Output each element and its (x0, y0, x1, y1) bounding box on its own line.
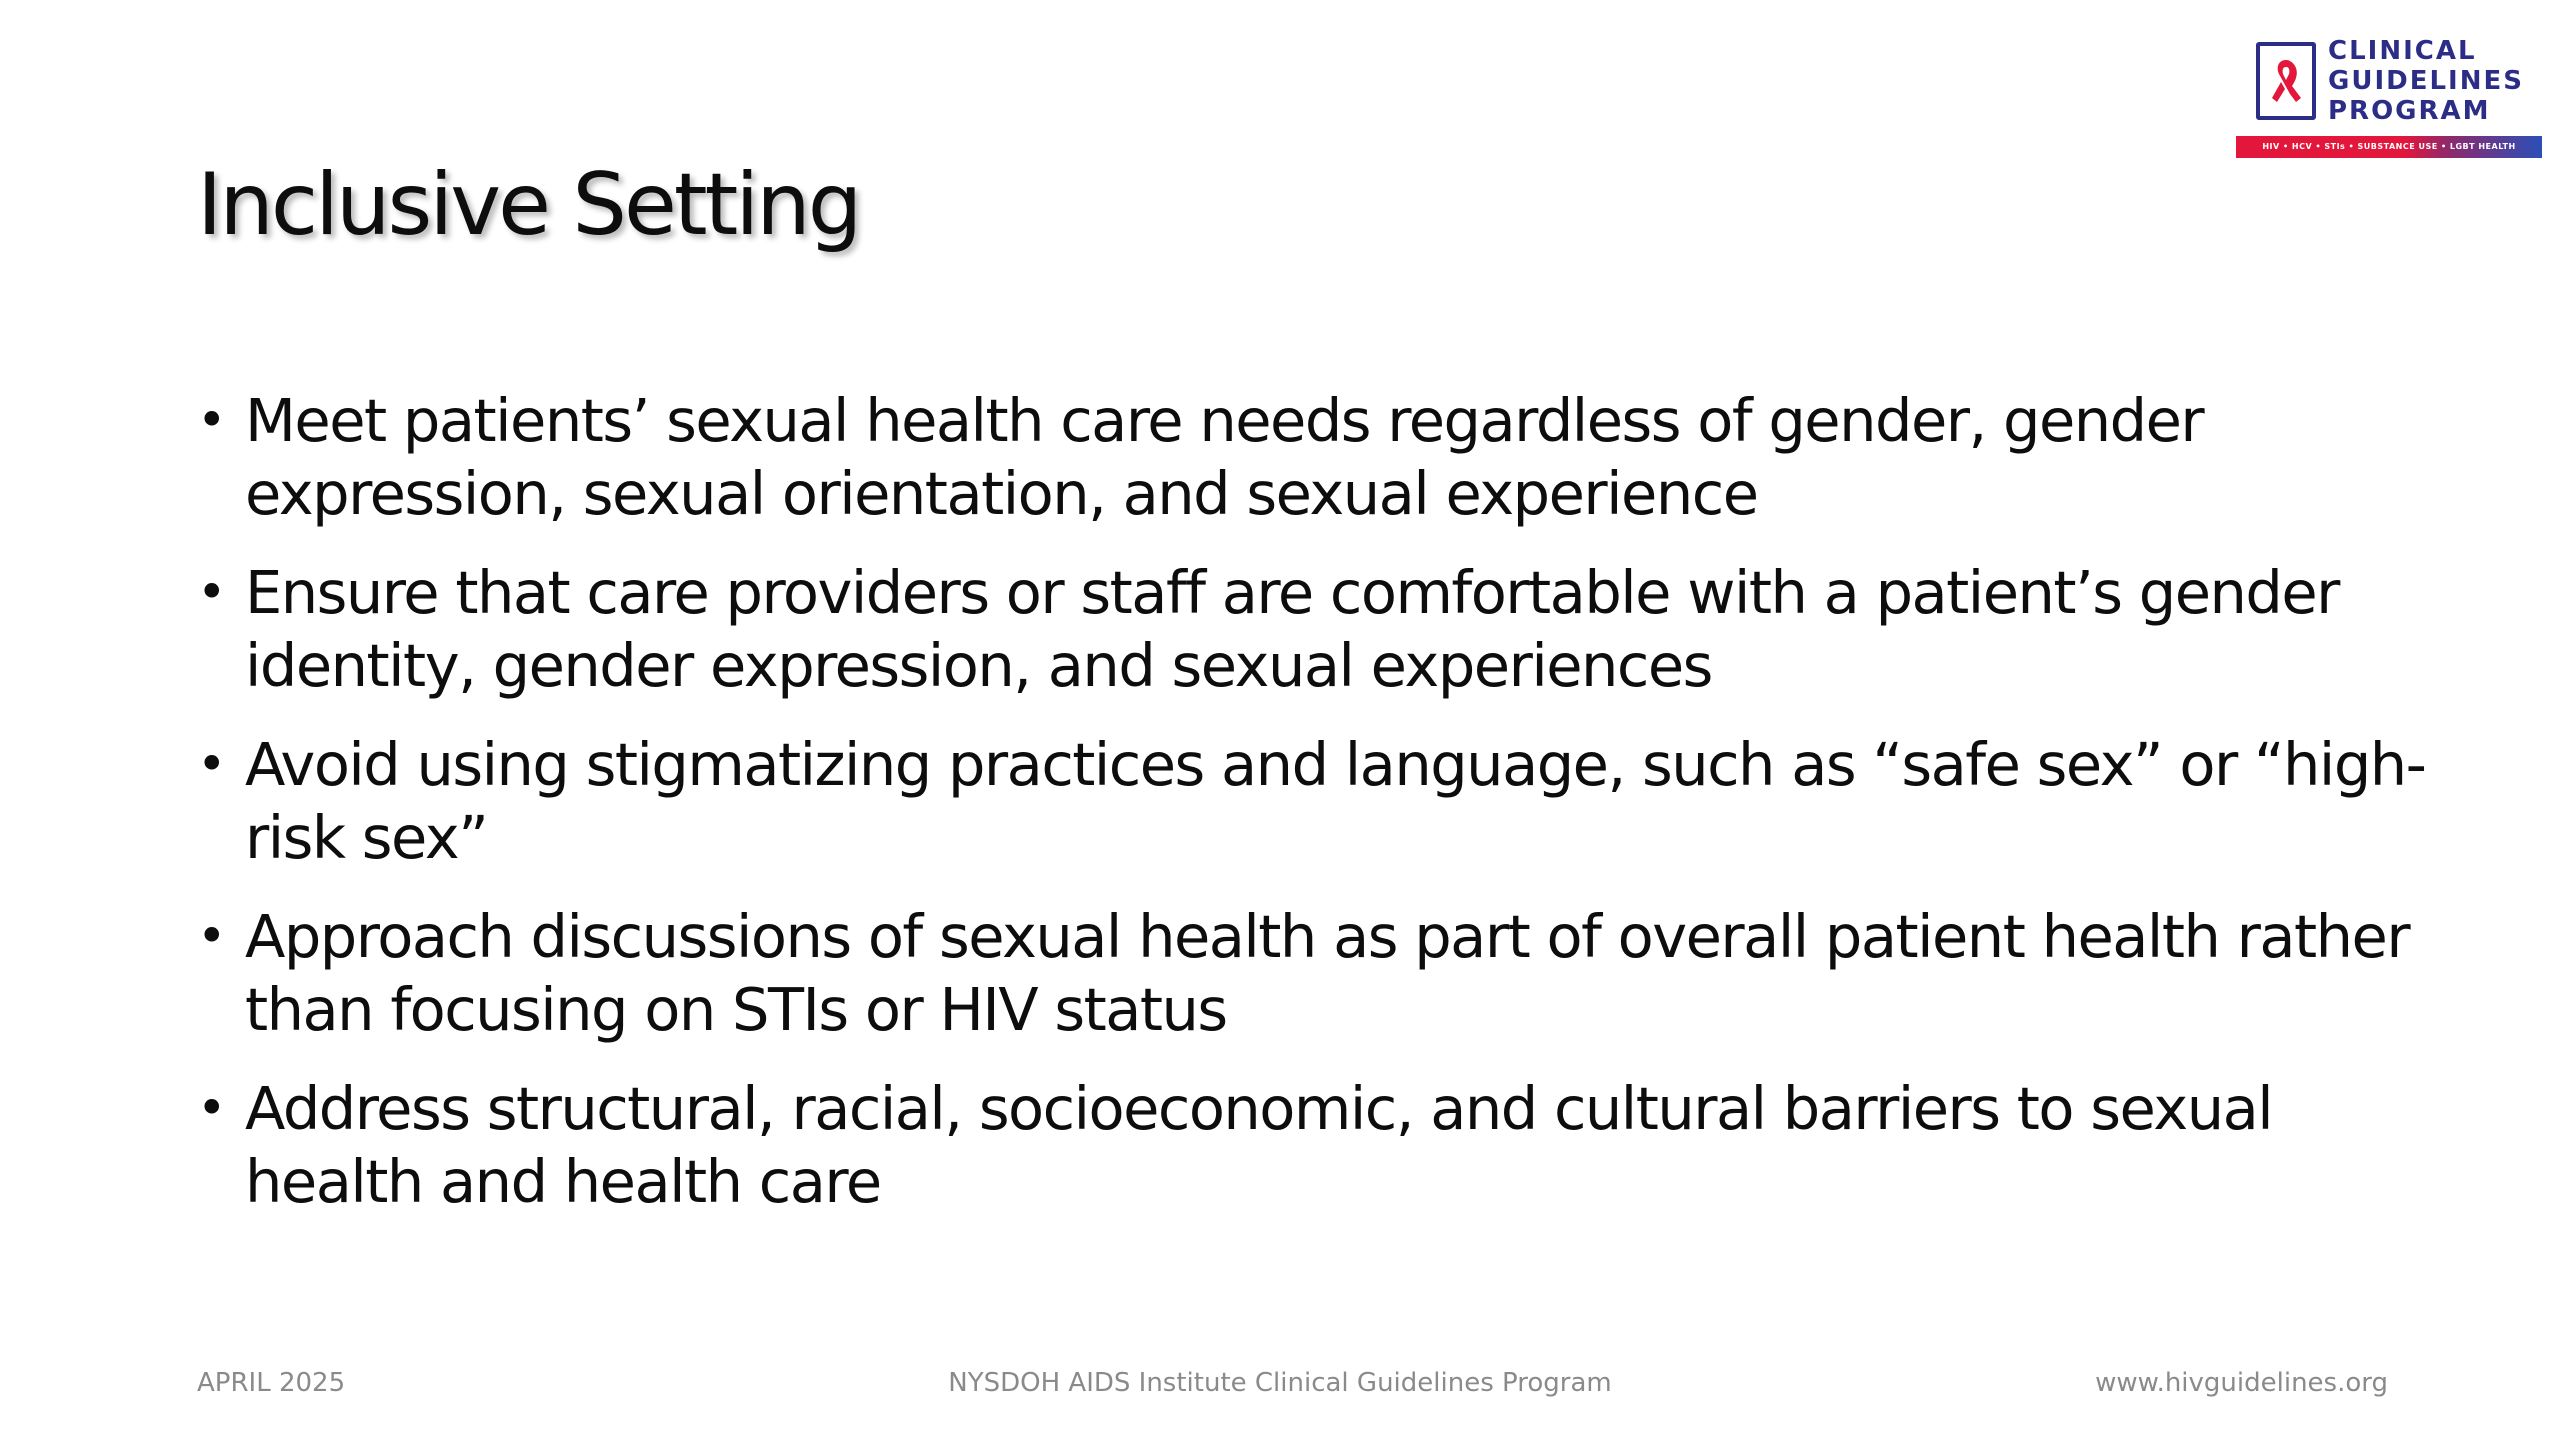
logo-line-program: PROGRAM (2328, 96, 2491, 126)
slide-title: Inclusive Setting (197, 155, 860, 255)
bullet-item (197, 384, 2437, 530)
bullet-dot: • (197, 391, 225, 449)
clinical-guidelines-program-logo (2236, 36, 2546, 160)
footer-program: NYSDOH AIDS Institute Clinical Guidelines Program (948, 1368, 1612, 1398)
bullet-dot: • (197, 735, 225, 793)
footer-website: www.hivguidelines.org (2095, 1368, 2388, 1398)
logo-wordmark (2328, 36, 2524, 126)
logo-line-guidelines: GUIDELINES (2328, 66, 2524, 96)
bullet-dot: • (197, 1079, 225, 1137)
bullet-item (197, 728, 2437, 874)
bullet-dot: • (197, 907, 225, 965)
red-ribbon-icon (2266, 56, 2306, 108)
bullet-text: Avoid using stigmatizing practices and language, such as “safe sex” or “high-risk sex” (245, 730, 2426, 872)
footer-date: APRIL 2025 (197, 1368, 346, 1398)
logo-line-clinical: CLINICAL (2328, 36, 2477, 66)
bullet-list (197, 384, 2437, 1244)
bullet-item (197, 1072, 2437, 1218)
bullet-item (197, 900, 2437, 1046)
logo-tagline-bar: HIV • HCV • STIs • SUBSTANCE USE • LGBT HEALTH (2236, 136, 2542, 158)
bullet-text: Ensure that care providers or staff are comfortable with a patient’s gender identity, gender expression, and sexual experiences (245, 558, 2339, 700)
bullet-text: Meet patients’ sexual health care needs regardless of gender, gender expression, sexual orientation, and sexual experience (245, 386, 2204, 528)
bullet-dot: • (197, 563, 225, 621)
logo-emblem (2256, 42, 2316, 120)
bullet-text: Approach discussions of sexual health as part of overall patient health rather than focusing on STIs or HIV status (245, 902, 2410, 1044)
bullet-item (197, 556, 2437, 702)
bullet-text: Address structural, racial, socioeconomic, and cultural barriers to sexual health and health care (245, 1074, 2273, 1216)
